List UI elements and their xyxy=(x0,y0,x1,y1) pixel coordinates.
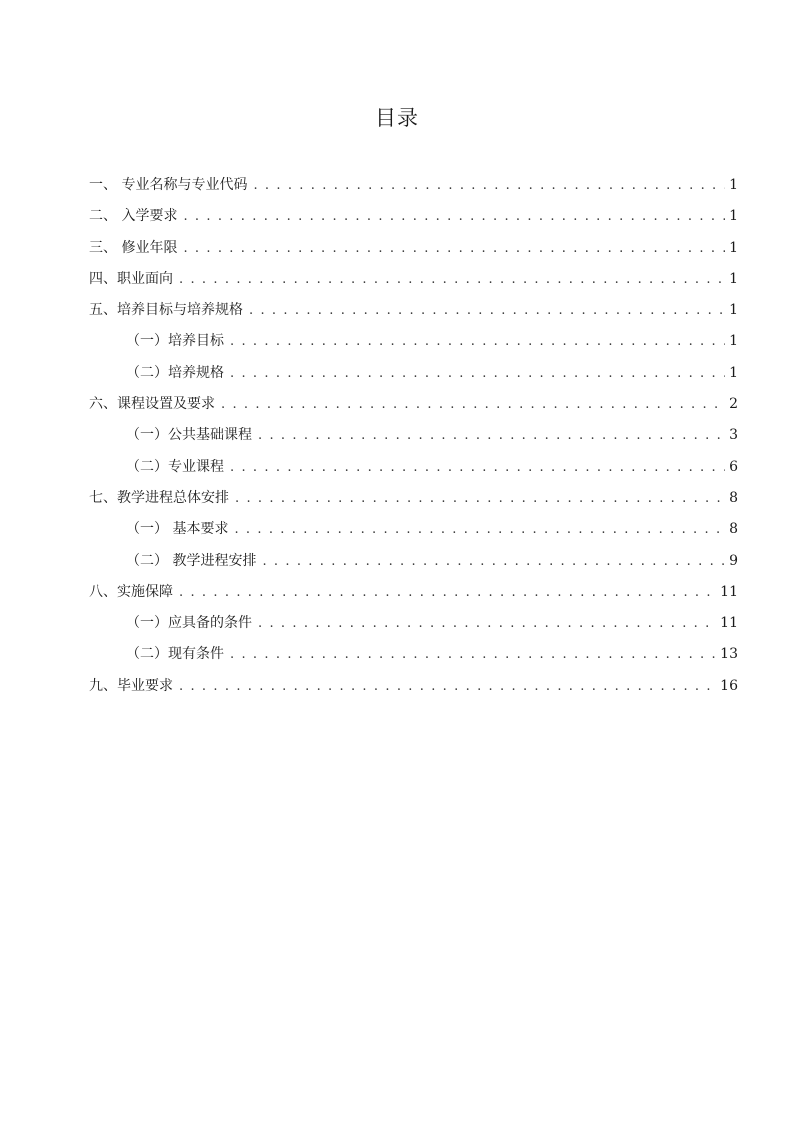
toc-dot-leader xyxy=(221,389,725,420)
toc-dot-leader xyxy=(253,170,725,201)
toc-entry-page: 8 xyxy=(729,521,738,538)
toc-subentry[interactable] xyxy=(89,452,738,483)
toc-entry[interactable] xyxy=(89,233,738,264)
toc-title: 目录 xyxy=(375,106,419,130)
toc-subentry[interactable] xyxy=(89,608,738,639)
toc-entry[interactable] xyxy=(89,170,738,201)
toc-entry-page: 9 xyxy=(729,552,738,569)
toc-entry-label: （一）公共基础课程 xyxy=(126,427,252,444)
toc-dot-leader xyxy=(230,639,716,670)
toc-entry[interactable] xyxy=(89,264,738,295)
toc-dot-leader xyxy=(234,514,725,545)
toc-dot-leader xyxy=(235,483,725,514)
toc-entry-label: （二） 教学进程安排 xyxy=(126,552,257,569)
toc-entry-label: 一、 专业名称与专业代码 xyxy=(89,177,248,193)
toc-entry-page: 2 xyxy=(729,396,738,413)
toc-subentry[interactable] xyxy=(89,420,738,451)
toc-dot-leader xyxy=(179,671,716,702)
toc-entry[interactable] xyxy=(89,577,738,608)
toc-subentry[interactable] xyxy=(89,326,738,357)
toc-entry-label: 九、毕业要求 xyxy=(89,677,173,694)
toc-subentry[interactable] xyxy=(89,514,738,545)
toc-entry-page: 1 xyxy=(729,302,738,319)
toc-dot-leader xyxy=(230,358,725,389)
toc-entry-label: （一）应具备的条件 xyxy=(126,615,252,632)
toc-dot-leader xyxy=(183,233,725,264)
toc-entry-page: 1 xyxy=(729,177,738,193)
toc-entry[interactable] xyxy=(89,671,738,702)
toc-entry-page: 16 xyxy=(720,677,738,694)
toc-entry-label: （一） 基本要求 xyxy=(126,521,229,538)
toc-entry-label: 八、实施保障 xyxy=(89,583,173,600)
toc-subentry[interactable] xyxy=(89,546,738,577)
toc-entry-label: 六、课程设置及要求 xyxy=(89,396,215,413)
toc-dot-leader xyxy=(179,577,716,608)
toc-entry-label: （二）现有条件 xyxy=(126,646,224,663)
toc-entry-label: （二）培养规格 xyxy=(126,364,224,381)
toc-entry-label: 二、 入学要求 xyxy=(89,208,178,225)
toc-dot-leader xyxy=(258,608,716,639)
toc-subentry[interactable] xyxy=(89,358,738,389)
toc-entry-page: 13 xyxy=(720,646,738,663)
toc-entry-page: 1 xyxy=(729,333,738,350)
toc-entry-page: 6 xyxy=(729,458,738,475)
toc-entry-page: 1 xyxy=(729,239,738,256)
toc-dot-leader xyxy=(230,452,725,483)
toc-entry[interactable] xyxy=(89,389,738,420)
toc-entry[interactable] xyxy=(89,201,738,232)
toc-dot-leader xyxy=(183,201,725,232)
toc-entry-label: 四、职业面向 xyxy=(89,270,173,287)
toc-entry-page: 1 xyxy=(729,208,738,225)
toc-dot-leader xyxy=(262,546,725,577)
toc-entry-page: 3 xyxy=(729,427,738,444)
toc-entry-page: 1 xyxy=(729,364,738,381)
toc-entry-label: （一）培养目标 xyxy=(126,333,224,350)
toc-entry-label: 七、教学进程总体安排 xyxy=(89,489,229,506)
toc-dot-leader xyxy=(249,295,725,326)
toc-entry-label: 三、 修业年限 xyxy=(89,239,178,256)
toc-entry-page: 8 xyxy=(729,489,738,506)
toc-list xyxy=(89,170,738,702)
toc-dot-leader xyxy=(258,420,725,451)
toc-entry-page: 1 xyxy=(729,270,738,287)
toc-entry[interactable] xyxy=(89,483,738,514)
toc-dot-leader xyxy=(230,326,725,357)
toc-entry-label: （二）专业课程 xyxy=(126,458,224,475)
toc-entry-page: 11 xyxy=(720,615,738,632)
toc-subentry[interactable] xyxy=(89,639,738,670)
toc-entry-label: 五、培养目标与培养规格 xyxy=(89,302,243,319)
toc-entry[interactable] xyxy=(89,295,738,326)
toc-dot-leader xyxy=(179,264,725,295)
toc-entry-page: 11 xyxy=(720,583,738,600)
